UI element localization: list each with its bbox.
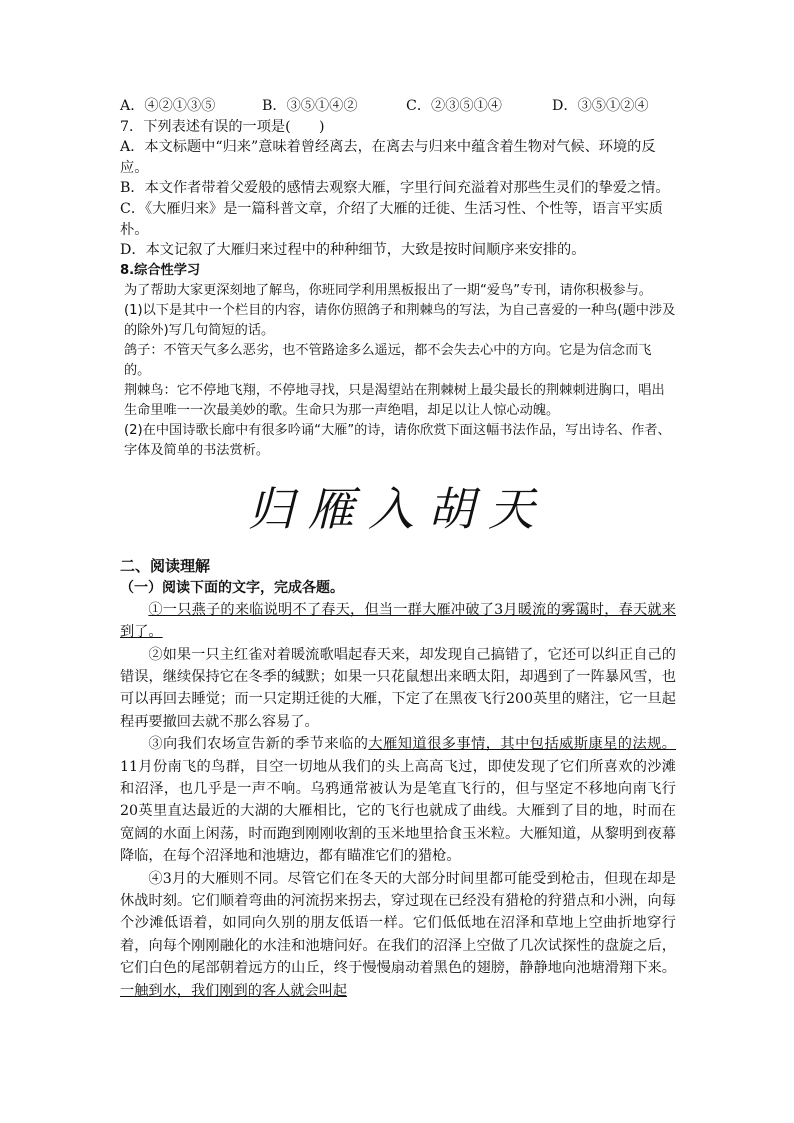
document-page	[120, 96, 676, 1002]
paragraph-3-lead: ③向我们农场宣告新的季节来临的	[148, 736, 369, 753]
option-a: A．④②①③⑤	[120, 98, 216, 114]
pigeon-text: 鸽子：不管天气多么恶劣，也不管路途多么遥远，都不会失去心中的方向。它是为信念而飞的。	[124, 342, 652, 378]
paragraph-4-underlined: 一触到水，我们刚到的客人就会叫起	[120, 982, 348, 999]
q7-option-d: D．本文记叙了大雁归来过程中的种种细节，大致是按时间顺序来安排的。	[120, 242, 586, 259]
paragraph-4-body: ④3月的大雁则不同。尽管它们在冬天的大部分时间里都可能受到枪击，但现在却是休战时刻。它们顺着弯曲的河流拐来拐去，穿过现在已经没有猎枪的狩猎点和小洲，向每个沙滩低语着，如同向久别的朋友低语一样。它们低低地在沼泽和草地上空曲折地穿行着，向每个刚刚融化的水洼和池塘问好。在我们的沼泽上空做了几次试探性的盘旋之后，它们白色的尾部朝着远方的山丘，终于慢慢扇动着黑色的翅膀，静静地向池塘滑翔下来。	[120, 870, 676, 977]
paragraph-1	[120, 599, 676, 644]
paragraph-2: ②如果一只主红雀对着暖流歌唱起春天来，却发现自己搞错了，它还可以纠正自己的错误，继续保持它在冬季的缄默；如果一只花鼠想出来晒太阳，却遇到了一阵暴风雪，也可以再回去睡觉；而一只定期迁徙的大雁，下定了在黑夜飞行200英里的赌注，它一旦起程再要撤回去就不那么容易了。	[120, 646, 676, 730]
thornbird-text: 荆棘鸟：它不停地飞翔，不停地寻找，只是渴望站在荆棘树上最尖最长的荆棘刺进胸口，唱出生命里唯一一次最美妙的歌。生命只为那一声绝唱，却足以让人惊心动魄。	[124, 382, 665, 418]
q8-title: 8.综合性学习	[120, 262, 201, 278]
paragraph-3	[120, 733, 676, 867]
paragraph-3-underlined: 大雁知道很多事情，其中包括威斯康星的法规。	[368, 736, 676, 753]
q7-option-b: B．本文作者带着父爱般的感情去观察大雁，字里行间充溢着对那些生灵们的挚爱之情。	[120, 180, 670, 197]
q6-options	[120, 96, 676, 117]
q8-part2: (2)在中国诗歌长廊中有很多吟诵“大雁”的诗，请你欣赏下面这幅书法作品，写出诗名、作者、字体及简单的书法赏析。	[124, 422, 671, 458]
section-title: 二、阅读理解	[120, 556, 211, 575]
section-subtitle: （一）阅读下面的文字，完成各题。	[120, 579, 344, 596]
q7-option-a: A．本文标题中“归来”意味着曾经离去，在离去与归来中蕴含着生物对气候、环境的反应。	[120, 139, 656, 176]
q7-title: 7．下列表述有误的一项是( )	[120, 118, 325, 135]
q8-intro: 为了帮助大家更深刻地了解鸟，你班同学利用黑板报出了一期“爱鸟”专刊，请你积极参与。	[124, 282, 652, 298]
paragraph-3-body: 11月份南飞的鸟群，目空一切地从我们的头上高高飞过，即使发现了它们所喜欢的沙滩和沼泽，也几乎是一声不响。乌鸦通常被认为是笔直飞行的，但与坚定不移地向南飞行20英里直达最近的大湖的大雁相比，它的飞行也就成了曲线。大雁到了目的地，时而在宽阔的水面上闲荡，时而跑到刚刚收割的玉米地里拾食玉米粒。大雁知道，从黎明到夜幕降临，在每个沼泽地和池塘边，都有瞄准它们的猎枪。	[120, 758, 676, 865]
option-b: B．③⑤①④②	[262, 98, 358, 114]
q8-part1: (1)以下是其中一个栏目的内容，请你仿照鸽子和荆棘鸟的写法，为自己喜爱的一种鸟(题中涉及的除外)写几句简短的话。	[124, 302, 676, 338]
paragraph-1-underlined: ①一只燕子的来临说明不了春天，但当一群大雁冲破了3月暖流的雾霭时，春天就来到了。	[120, 601, 676, 641]
option-c: C．②③⑤①④	[406, 98, 502, 114]
q7-option-c: C．《大雁归来》是一篇科普文章，介绍了大雁的迁徙、生活习性、个性等，语言平实质朴。	[120, 200, 663, 238]
calligraphy-image: 归雁入胡天	[248, 481, 548, 536]
option-d: D．③⑤①②④	[552, 98, 649, 114]
paragraph-4	[120, 868, 676, 1002]
